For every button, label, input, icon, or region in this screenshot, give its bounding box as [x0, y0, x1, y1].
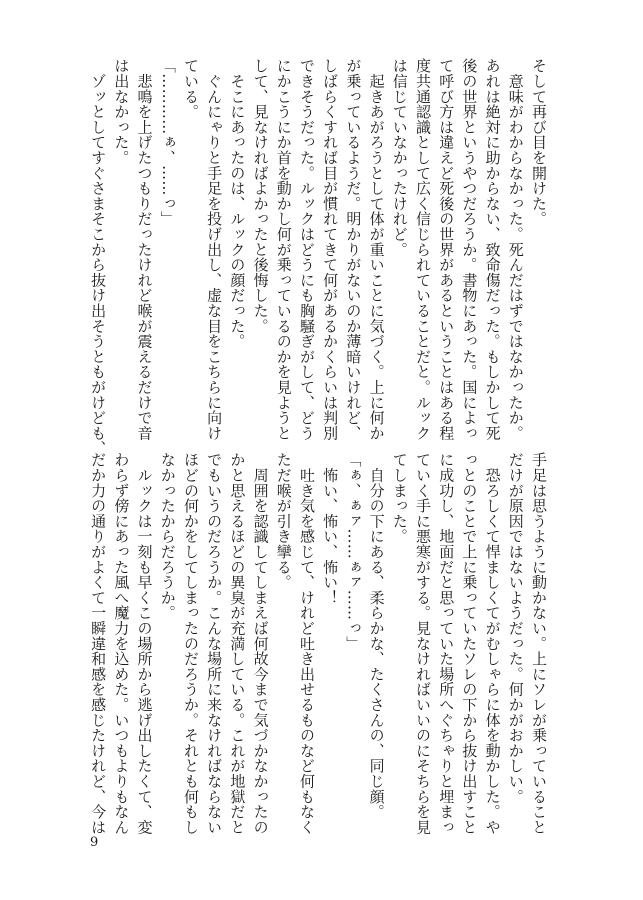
- text-line: て呼び方は違えど死後の世界があるということはある程: [437, 58, 456, 441]
- text-line: だけが原因ではないようだった。何かがおかしい。: [506, 452, 525, 804]
- text-line: 恐ろしくて悍ましくてがむしゃらに体を動かした。や: [483, 452, 502, 835]
- text-line: が乗っているようだ。明かりがないのか薄暗いけれど、: [344, 58, 363, 441]
- text-line: わらず傍にあった風へ魔力を込めた。いつもよりもなん: [112, 452, 131, 835]
- text-line: 怖い、怖い、怖い！: [321, 452, 340, 605]
- text-line: して、見なければよかったと後悔した。: [251, 58, 270, 334]
- lower-text-block: [86, 452, 550, 835]
- text-line: 度共通認識として広く信じられていることだと。ルック: [413, 58, 432, 441]
- text-line: ている。: [181, 58, 200, 120]
- text-line: 起きあがろうとして体が重いことに気づく。上に何か: [367, 58, 386, 441]
- text-line: ぐんにゃりと手足を投げ出し、虚な目をこちらに向け: [205, 58, 224, 441]
- page-number: 9: [90, 835, 99, 850]
- text-line: 意味がわからなかった。死んだはずではなかったか。: [506, 58, 525, 441]
- text-line: そして再び目を開けた。: [530, 58, 548, 227]
- text-line: ていく手に悪寒がする。見なければいいのにそちらを見: [413, 452, 432, 835]
- text-line: 手足は思うように動かない。上にソレが乗っていること: [530, 452, 548, 835]
- text-line: っとのことで上に乗っていたソレの下から抜け出すこと: [460, 452, 479, 835]
- text-line: は信じていなかったけれど。: [390, 58, 409, 257]
- text-line: に成功し、地面だと思っていた場所へぐちゃりと埋まっ: [437, 452, 456, 835]
- text-line: 吐き気を感じて、けれど吐き出せるものなど何もなく: [297, 452, 316, 835]
- text-line: は出なかった。: [112, 58, 131, 166]
- text-line: 「ぁ、ぁァ……ぁァ……っ」: [344, 452, 363, 651]
- text-line: でもいうのだろうか。こんな場所に来なければならない: [205, 452, 224, 835]
- upper-text-block: [86, 58, 550, 456]
- text-line: そこにあったのは、ルックの顔だった。: [228, 58, 247, 349]
- text-line: できそうだった。ルックはどうにも胸騒ぎがして、どう: [297, 58, 316, 441]
- text-line: なかったからだろうか。: [158, 452, 177, 621]
- text-line: あれは絶対に助からない、致命傷だった。もしかして死: [483, 58, 502, 441]
- text-line: しばらくすれば目が慣れてきて何があるかくらいは判別: [321, 58, 340, 441]
- text-line: ゾッとしてすぐさまそこから抜け出そうともがけども、: [89, 58, 108, 456]
- text-line: にかこうにか首を動かし何が乗っているのかを見ようと: [274, 58, 293, 441]
- text-line: てしまった。: [390, 452, 409, 544]
- text-line: 後の世界というやつだろうか。書物にあった。国によっ: [460, 58, 479, 441]
- text-line: 自分の下にある、柔らかな、たくさんの、同じ顔。: [367, 452, 386, 820]
- text-line: ほどの何かをしてしまったのだろうか。それとも何もし: [181, 452, 200, 835]
- text-line: ルックは一刻も早くこの場所から逃げ出したくて、変: [135, 452, 154, 835]
- text-line: だか力の通りがよくて一瞬違和感を感じたけれど、今は: [89, 452, 108, 835]
- text-line: 「…………ぁ、……っ」: [158, 58, 177, 227]
- text-line: 周囲を認識してしまえば何故今まで気づかなかったの: [251, 452, 270, 835]
- text-line: 悲鳴を上げたつもりだったけれど喉が震えるだけで音: [135, 58, 154, 441]
- text-line: ただ喉が引き攣る。: [274, 452, 293, 590]
- text-line: かと思えるほどの異臭が充満している。これが地獄だと: [228, 452, 247, 835]
